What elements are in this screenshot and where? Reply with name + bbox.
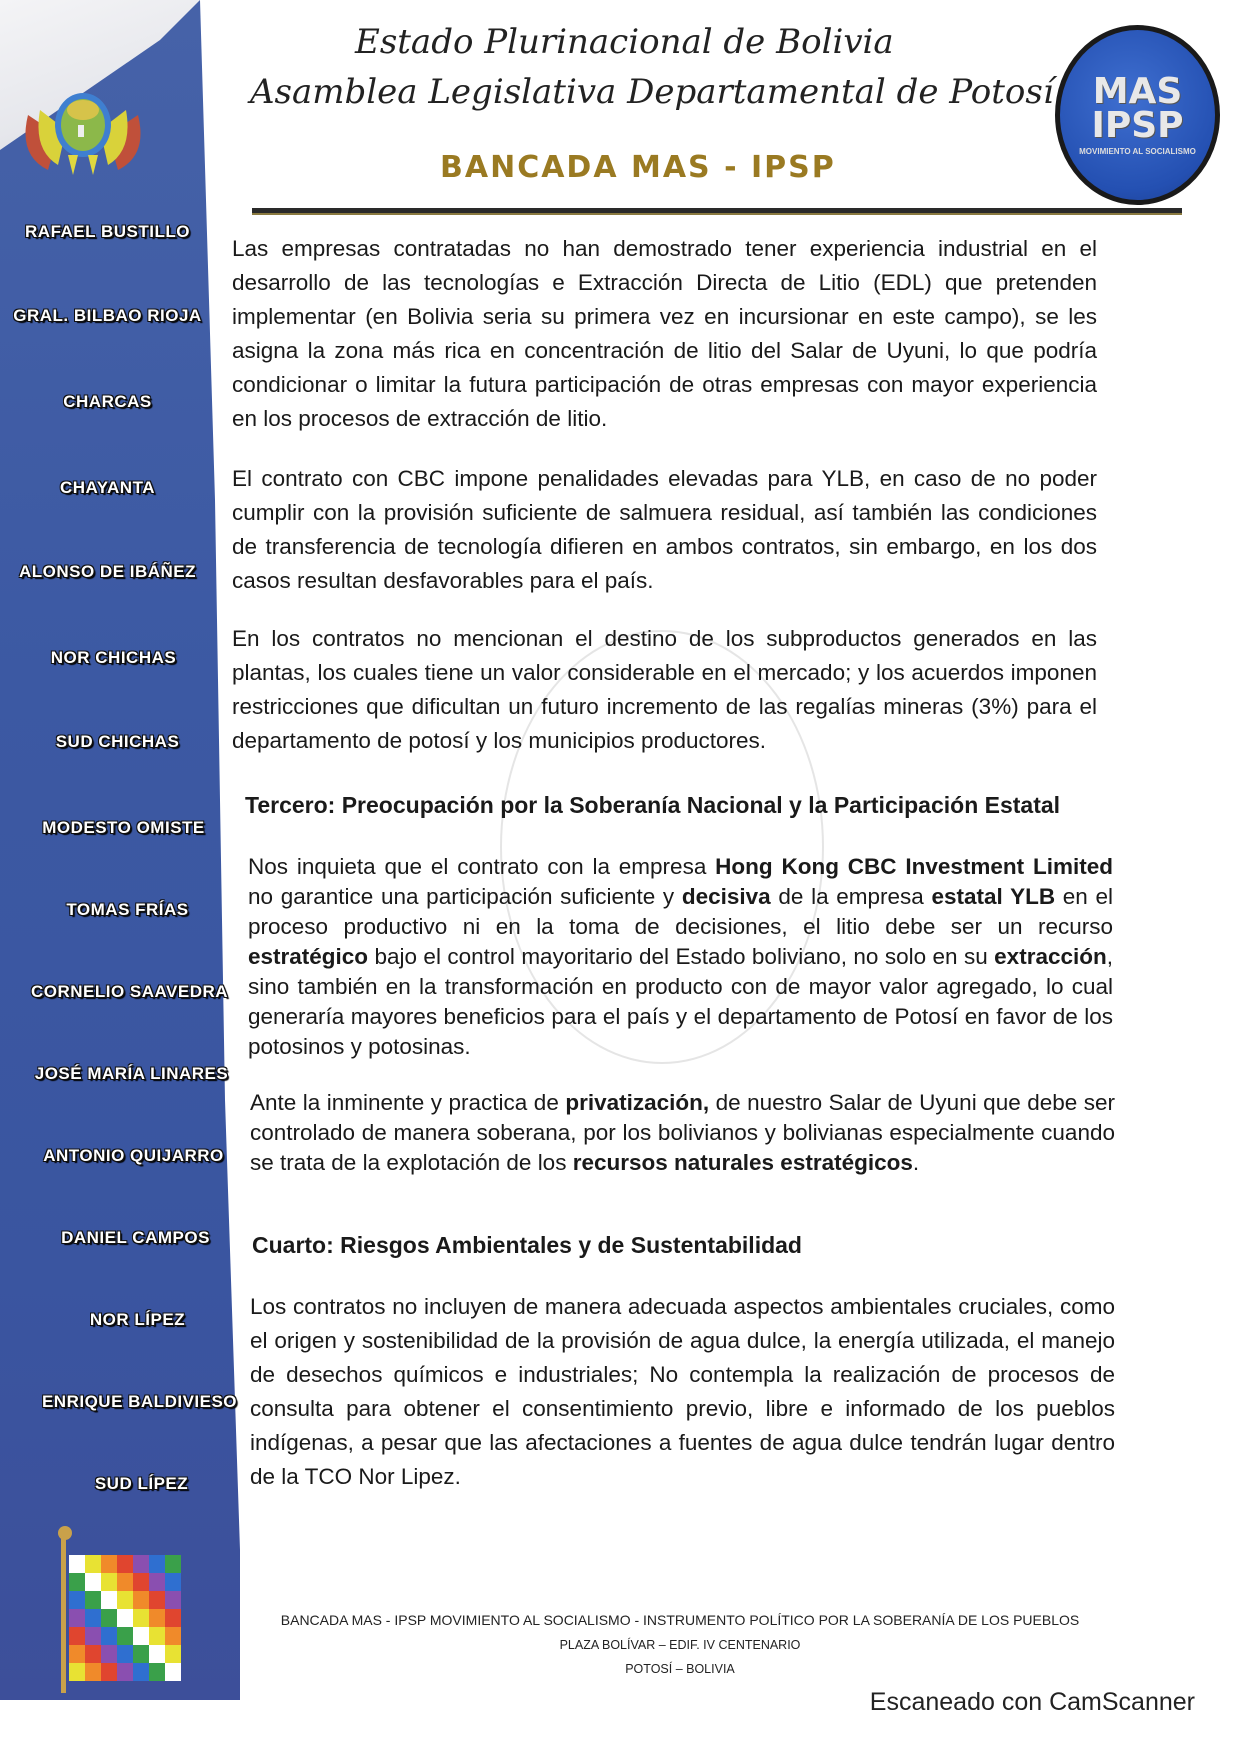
sidebar-banner <box>0 0 240 1700</box>
wiphala-square <box>149 1663 165 1681</box>
wiphala-square <box>133 1573 149 1591</box>
wiphala-square <box>69 1663 85 1681</box>
district-label: CHARCAS <box>63 392 152 411</box>
p4-text-e: en el proceso productivo ni en la toma de decisiones, el litio debe ser un recurso <box>248 884 1114 939</box>
wiphala-square <box>85 1645 101 1663</box>
wiphala-flag-icon <box>55 1525 185 1695</box>
paragraph-2: El contrato con CBC impone penalidades elevadas para YLB, en caso de no poder cumplir con la provisión suficiente de salmuera residual, así también las condiciones de transferencia de tecnología difieren en ambos contratos, sin embargo, en los dos casos resultan desfavorables para el país. <box>232 466 1097 593</box>
wiphala-square <box>85 1663 101 1681</box>
header-title-line1: Estado Plurinacional de Bolivia <box>355 22 894 62</box>
wiphala-square <box>165 1609 181 1627</box>
p4-bold-extraccion: extracción <box>994 944 1107 969</box>
wiphala-square <box>117 1645 133 1663</box>
wiphala-square <box>85 1591 101 1609</box>
district-label: JOSÉ MARÍA LINARES <box>34 1064 229 1083</box>
wiphala-square <box>149 1609 165 1627</box>
wiphala-square <box>117 1609 133 1627</box>
wiphala-square <box>149 1573 165 1591</box>
header-title-line2: Asamblea Legislativa Departamental de Potosí <box>250 72 1054 112</box>
wiphala-square <box>69 1555 85 1573</box>
wiphala-square <box>165 1555 181 1573</box>
wiphala-square <box>149 1645 165 1663</box>
wiphala-square <box>149 1591 165 1609</box>
wiphala-square <box>101 1555 117 1573</box>
header-divider <box>252 208 1182 215</box>
wiphala-square <box>165 1663 181 1681</box>
wiphala-square <box>101 1627 117 1645</box>
district-label: DANIEL CAMPOS <box>61 1228 210 1247</box>
wiphala-square <box>69 1573 85 1591</box>
district-label: RAFAEL BUSTILLO <box>25 222 190 241</box>
section-heading-tercero: Tercero: Preocupación por la Soberanía Nacional y la Participación Estatal <box>245 792 1061 818</box>
p5-bold-privatizacion: privatización, <box>565 1090 710 1115</box>
wiphala-square <box>101 1663 117 1681</box>
p4-text-a: Nos inquieta que el contrato con la empresa <box>248 854 716 879</box>
logo-text-mas: MAS <box>1092 70 1183 112</box>
p4-text-d: de la empresa <box>770 884 932 909</box>
mas-ipsp-logo <box>1055 25 1220 205</box>
paragraph-6: Los contratos no incluyen de manera adecuada aspectos ambientales cruciales, como el origen y sostenibilidad de la provisión de agua dulce, la energía utilizada, el manejo de desechos químicos e industriales; No contempla la realización de procesos de consulta para obtener el consentimiento previo, libre e informado de los pueblos indígenas, a pesar que las afectaciones a fuentes de agua dulce tendrán lugar dentro de la TCO Nor Lipez. <box>250 1294 1115 1489</box>
wiphala-square <box>101 1591 117 1609</box>
p5-text-d: . <box>912 1150 920 1175</box>
wiphala-square <box>101 1609 117 1627</box>
district-label: CORNELIO SAAVEDRA <box>30 982 229 1001</box>
p5-text-a: Ante la inminente y practica de <box>250 1090 566 1115</box>
camscanner-watermark: Escaneado con CamScanner <box>869 1688 1195 1716</box>
logo-text-ipsp: IPSP <box>1091 104 1184 146</box>
wiphala-square <box>133 1663 149 1681</box>
wiphala-square <box>133 1645 149 1663</box>
district-label: GRAL. BILBAO RIOJA <box>13 306 202 325</box>
wiphala-square <box>149 1555 165 1573</box>
district-label: NOR CHICHAS <box>50 648 177 667</box>
wiphala-square <box>85 1573 101 1591</box>
wiphala-square <box>101 1645 117 1663</box>
p4-bold-estrategico: estratégico <box>248 944 369 969</box>
district-label: ALONSO DE IBÁÑEZ <box>18 562 197 581</box>
wiphala-square <box>133 1555 149 1573</box>
footer-line-3: POTOSÍ – BOLIVIA <box>625 1662 735 1676</box>
wiphala-square <box>117 1627 133 1645</box>
wiphala-square <box>149 1627 165 1645</box>
wiphala-square <box>117 1663 133 1681</box>
paragraph-3: En los contratos no mencionan el destino de los subproductos generados en las plantas, los cuales tiene un valor considerable en el mercado; y los acuerdos imponen restricciones que dificultan un futuro incremento de las regalías mineras (3%) para el departamento de potosí y los municipios productores. <box>232 626 1097 753</box>
wiphala-square <box>85 1627 101 1645</box>
bancada-title: BANCADA MAS - IPSP <box>440 150 836 185</box>
paragraph-1: Las empresas contratadas no han demostrado tener experiencia industrial en el desarrollo de las tecnologías e Extracción Directa de Litio (EDL) que pretenden implementar (en Bolivia seria su primera vez en incursionar en este campo), se les asigna la zona más rica en concentración de litio del Salar de Uyuni, lo que podría condicionar o limitar la futura participación de otras empresas con mayor experiencia en los procesos de extracción de litio. <box>232 236 1097 431</box>
wiphala-square <box>133 1591 149 1609</box>
district-label: CHAYANTA <box>59 478 155 497</box>
paragraph-4 <box>248 852 1113 1062</box>
wiphala-square <box>85 1555 101 1573</box>
wiphala-square <box>117 1591 133 1609</box>
wiphala-square <box>165 1645 181 1663</box>
wiphala-square <box>69 1627 85 1645</box>
p4-bold-ylb: estatal YLB <box>931 884 1056 909</box>
wiphala-square <box>133 1609 149 1627</box>
district-label: SUD CHICHAS <box>55 732 180 751</box>
p4-bold-decisiva: decisiva <box>681 884 771 909</box>
footer-line-1: BANCADA MAS - IPSP MOVIMIENTO AL SOCIALISMO - INSTRUMENTO POLÍTICO POR LA SOBERANÍA DE LOS PUEBLOS <box>280 1612 1080 1628</box>
wiphala-square <box>133 1627 149 1645</box>
paragraph-5 <box>250 1088 1115 1178</box>
wiphala-square <box>69 1609 85 1627</box>
bolivia-coat-of-arms-icon <box>18 55 148 180</box>
district-label: ANTONIO QUIJARRO <box>43 1146 224 1165</box>
wiphala-square <box>165 1591 181 1609</box>
wiphala-square <box>117 1573 133 1591</box>
district-label: NOR LÍPEZ <box>89 1310 186 1329</box>
wiphala-square <box>69 1591 85 1609</box>
p5-text-c: de nuestro Salar de Uyuni que debe ser controlado de manera soberana, por los bolivianos y bolivianas especialmente cuando se trata de la explotación de los <box>250 1090 1115 1175</box>
district-label: TOMAS FRÍAS <box>66 900 189 919</box>
p4-text-g: , sino también en la transformación en producto con de mayor valor agregado, lo cual generaría mayores beneficios para el país y el departamento de Potosí en favor de los potosinos y potosinas. <box>248 944 1113 1059</box>
district-label: ENRIQUE BALDIVIESO <box>41 1392 238 1411</box>
wiphala-square <box>101 1573 117 1591</box>
wiphala-square <box>117 1555 133 1573</box>
p4-bold-company: Hong Kong CBC Investment Limited <box>715 854 1113 879</box>
wiphala-square <box>165 1573 181 1591</box>
p4-text-f: bajo el control mayoritario del Estado boliviano, no solo en su <box>368 944 995 969</box>
district-label: MODESTO OMISTE <box>42 818 205 837</box>
p4-text-c: no garantice una participación suficiente y <box>248 884 682 909</box>
wiphala-square <box>85 1609 101 1627</box>
p5-bold-recursos: recursos naturales estratégicos <box>572 1150 913 1175</box>
wiphala-square <box>165 1627 181 1645</box>
footer-line-2: PLAZA BOLÍVAR – EDIF. IV CENTENARIO <box>559 1638 801 1652</box>
logo-subtext: MOVIMIENTO AL SOCIALISMO <box>1079 146 1196 156</box>
section-heading-cuarto: Cuarto: Riesgos Ambientales y de Sustentabilidad <box>252 1232 802 1258</box>
wiphala-square <box>69 1645 85 1663</box>
district-label: SUD LÍPEZ <box>94 1474 189 1493</box>
